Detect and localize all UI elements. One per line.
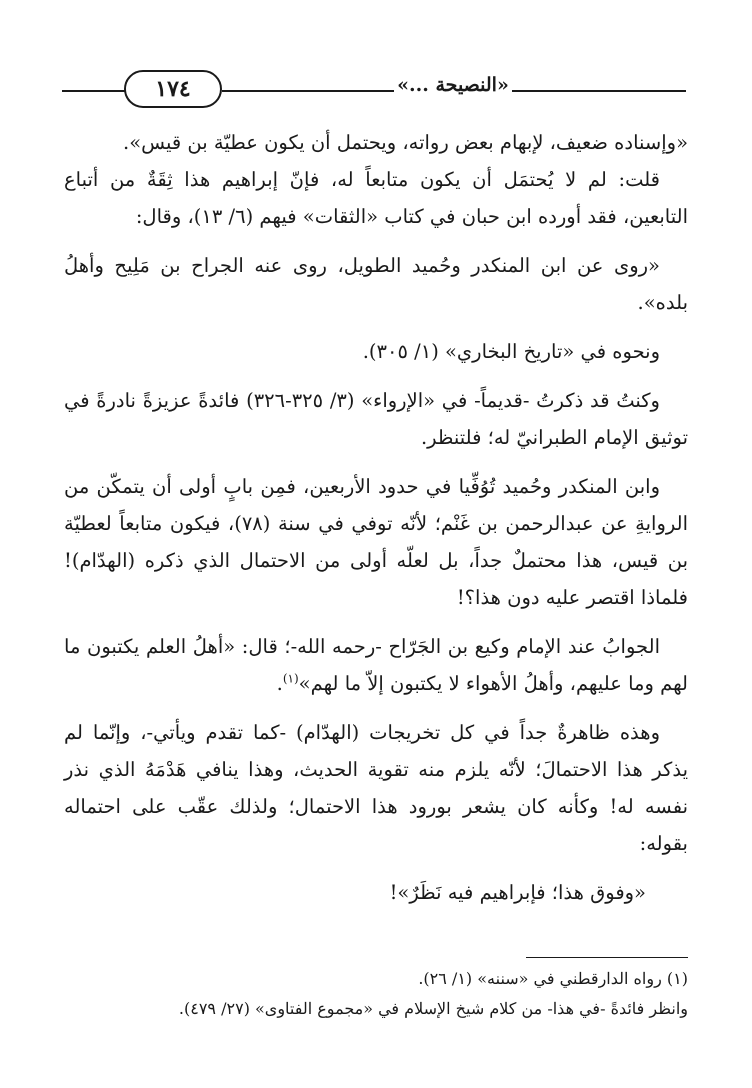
paragraph-5: وكنتُ قد ذكرتُ -قديماً- في «الإرواء» (٣/ ٣٢٥-٣٢٦) فائدةً عزيزةً نادرةً في توثيق الإمام الطبرانيّ له؛ فلتنظر. (64, 389, 688, 449)
footnote-separator (526, 957, 688, 958)
paragraph-7-end: . (276, 672, 283, 695)
paragraph-1: «وإسناده ضعيف، لإبهام بعض رواته، ويحتمل أن يكون عطيّة بن قيس». (123, 131, 688, 154)
paragraph-3: «روى عن ابن المنكدر وحُميد الطويل، روى عنه الجراح بن مَلِيح وأهلُ بلده». (64, 254, 688, 314)
paragraph-9: «وفوق هذا؛ فإبراهيم فيه نَظَرٌ»! (389, 881, 646, 904)
paragraph-6: وابن المنكدر وحُميد تُوُفِّيا في حدود الأربعين، فمِن بابٍ أولى أن يتمكّن من الروايةِ عن عبدالرحمن بن غَنْم؛ لأنّه توفي في سنة (٧٨)، فيكون متابعاً لعطيّة بن قيس، هذا محتملٌ جداً، بل لعلّه أولى من الاحتمال الذي ذكره (الهدّام)! فلماذا اقتصر عليه دون هذا؟! (64, 475, 688, 609)
header-rule-middle (222, 90, 394, 92)
header-rule-right (512, 90, 686, 92)
paragraph-2: قلت: لم لا يُحتمَل أن يكون متابعاً له، فإنّ إبراهيم هذا ثِقَةٌ من أتباع التابعين، فقد أورده ابن حبان في كتاب «الثقات» فيهم (٦/ ١٣)، وقال: (64, 168, 688, 228)
header-rule-left (62, 90, 126, 92)
footnote-mark: (١) (282, 671, 299, 686)
main-text (64, 124, 688, 911)
paragraph-7 (64, 628, 688, 702)
page-number: ١٧٤ (124, 70, 222, 108)
footnotes (64, 964, 688, 1024)
paragraph-8: وهذه ظاهرةٌ جداً في كل تخريجات (الهدّام) -كما تقدم ويأتي-، وإنّما لم يذكر هذا الاحتمالَ؛ لأنّه يلزم منه تقوية الحديث، وهذا ينافي هَدْمَهُ الذي نذر نفسه له! وكأنه كان يشعر بورود هذا الاحتمال؛ ولذلك عقّب على احتماله بقوله: (64, 721, 688, 855)
running-title: «النصيحة ...» (397, 74, 509, 96)
page-header (62, 68, 686, 112)
paragraph-7-text: الجوابُ عند الإمام وكيع بن الجَرّاح -رحمه الله-؛ قال: «أهلُ العلم يكتبون ما لهم وما عليهم، وأهلُ الأهواء لا يكتبون إلاّ ما لهم» (64, 635, 688, 695)
footnote-1: (١) رواه الدارقطني في «سننه» (١/ ٢٦). (418, 969, 688, 988)
footnote-2: وانظر فائدةً -في هذا- من كلام شيخ الإسلام في «مجموع الفتاوى» (٢٧/ ٤٧٩). (178, 999, 688, 1018)
paragraph-4: ونحوه في «تاريخ البخاري» (١/ ٣٠٥). (362, 340, 660, 363)
